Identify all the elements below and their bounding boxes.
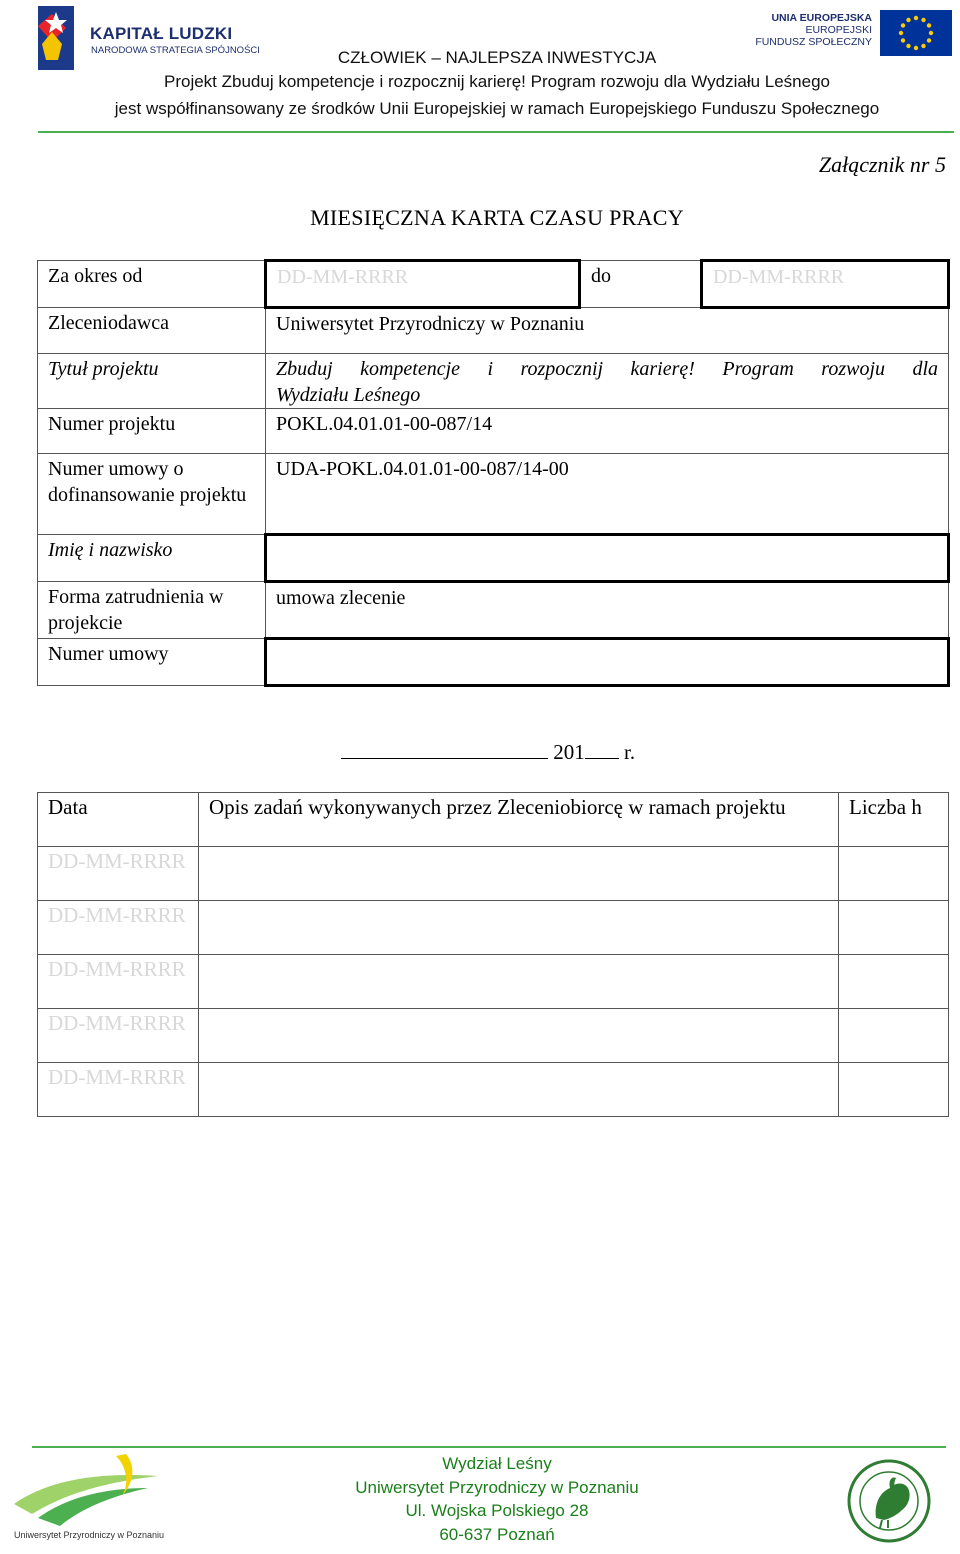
document-title: MIESIĘCZNA KARTA CZASU PRACY	[310, 205, 684, 230]
task-hours-cell[interactable]	[839, 955, 949, 1009]
contract-label: Numer umowy	[38, 639, 266, 686]
project-title-label: Tytuł projektu	[38, 354, 266, 409]
eu-logo-line1: UNIA EUROPEJSKA	[771, 12, 872, 24]
table-row	[38, 1063, 949, 1117]
name-row	[38, 535, 949, 582]
task-hours-cell[interactable]	[839, 901, 949, 955]
attachment-number: Załącznik nr 5	[818, 152, 946, 177]
period-label: Za okres od	[38, 261, 266, 308]
faculty-seal	[846, 1458, 932, 1544]
eu-logo-line3: FUNDUSZ SPOŁECZNY	[755, 36, 872, 48]
task-date-cell[interactable]: DD-MM-RRRR	[38, 1063, 199, 1117]
year-prefix: 201	[553, 740, 585, 764]
footer-street: Ul. Wojska Polskiego 28	[405, 1501, 589, 1520]
task-hours-cell[interactable]	[839, 1063, 949, 1117]
employment-row	[38, 582, 949, 639]
period-row	[38, 261, 949, 308]
client-value: Uniwersytet Przyrodniczy w Poznaniu	[266, 308, 949, 354]
tasks-header-description: Opis zadań wykonywanych przez Zleceniobiorcę w ramach projektu	[199, 793, 839, 847]
table-row	[38, 847, 949, 901]
employment-value: umowa zlecenie	[266, 582, 949, 639]
name-field[interactable]	[266, 535, 949, 582]
task-date-cell[interactable]: DD-MM-RRRR	[38, 955, 199, 1009]
task-description-cell[interactable]	[199, 1009, 839, 1063]
eu-logo-line2: EUROPEJSKI	[805, 24, 872, 36]
name-label: Imię i nazwisko	[38, 535, 266, 582]
project-number-label: Numer projektu	[38, 409, 266, 454]
footer-university: Uniwersytet Przyrodniczy w Poznaniu	[355, 1477, 639, 1497]
month-blank[interactable]	[341, 738, 548, 759]
project-title-line1: Zbuduj kompetencje i rozpocznij karierę! Program rozwoju dla	[276, 358, 938, 380]
project-title-row	[38, 354, 949, 409]
header-divider	[38, 131, 954, 133]
table-row	[38, 1009, 949, 1063]
tasks-header-row	[38, 793, 949, 847]
footer-divider	[32, 1446, 946, 1448]
contract-field[interactable]	[266, 639, 949, 686]
period-to-label: do	[580, 261, 702, 308]
table-row	[38, 901, 949, 955]
footer-faculty: Wydział Leśny	[442, 1454, 552, 1473]
employment-label: Forma zatrudnienia w projekcie	[38, 582, 266, 639]
task-date-cell[interactable]: DD-MM-RRRR	[38, 1009, 199, 1063]
project-number-value: POKL.04.01.01-00-087/14	[266, 409, 949, 454]
up-logo-caption: Uniwersytet Przyrodniczy w Poznaniu	[14, 1530, 165, 1540]
header-slogan: CZŁOWIEK – NAJLEPSZA INWESTYCJA	[337, 48, 657, 67]
task-date-cell[interactable]: DD-MM-RRRR	[38, 901, 199, 955]
kapital-ludzki-subtitle: NARODOWA STRATEGIA SPÓJNOŚCI	[91, 45, 260, 56]
contract-row	[38, 639, 949, 686]
project-title-line2: Wydziału Leśnego	[276, 384, 421, 406]
eu-logo-text	[755, 12, 872, 48]
task-description-cell[interactable]	[199, 1063, 839, 1117]
tasks-header-hours: Liczba h	[839, 793, 949, 847]
footer-city: 60-637 Poznań	[439, 1524, 555, 1544]
period-from-field[interactable]: DD-MM-RRRR	[266, 261, 580, 308]
footer-address	[0, 1452, 960, 1546]
capercaillie-seal-icon	[846, 1458, 932, 1544]
project-title-value	[266, 354, 949, 409]
info-table	[37, 259, 950, 687]
table-row	[38, 955, 949, 1009]
agreement-label: Numer umowy o dofinansowanie projektu	[38, 454, 266, 535]
task-description-cell[interactable]	[199, 955, 839, 1009]
task-description-cell[interactable]	[199, 901, 839, 955]
client-row	[38, 308, 949, 354]
agreement-value: UDA-POKL.04.01.01-00-087/14-00	[266, 454, 949, 535]
task-hours-cell[interactable]	[839, 847, 949, 901]
kapital-ludzki-title: KAPITAŁ LUDZKI	[90, 24, 233, 43]
tasks-header-date: Data	[38, 793, 199, 847]
project-number-row	[38, 409, 949, 454]
task-date-cell[interactable]: DD-MM-RRRR	[38, 847, 199, 901]
date-line	[341, 738, 635, 765]
client-label: Zleceniodawca	[38, 308, 266, 354]
header-project-line: Projekt Zbuduj kompetencje i rozpocznij karierę! Program rozwoju dla Wydziału Leśnego	[164, 72, 830, 91]
year-blank[interactable]	[585, 738, 619, 759]
date-suffix: r.	[624, 740, 636, 764]
task-description-cell[interactable]	[199, 847, 839, 901]
task-hours-cell[interactable]	[839, 1009, 949, 1063]
tasks-table	[37, 792, 949, 1117]
period-to-field[interactable]: DD-MM-RRRR	[702, 261, 949, 308]
header-funding-line: jest współfinansowany ze środków Unii Europejskiej w ramach Europejskiego Funduszu Społecznego	[114, 99, 880, 118]
agreement-row	[38, 454, 949, 535]
